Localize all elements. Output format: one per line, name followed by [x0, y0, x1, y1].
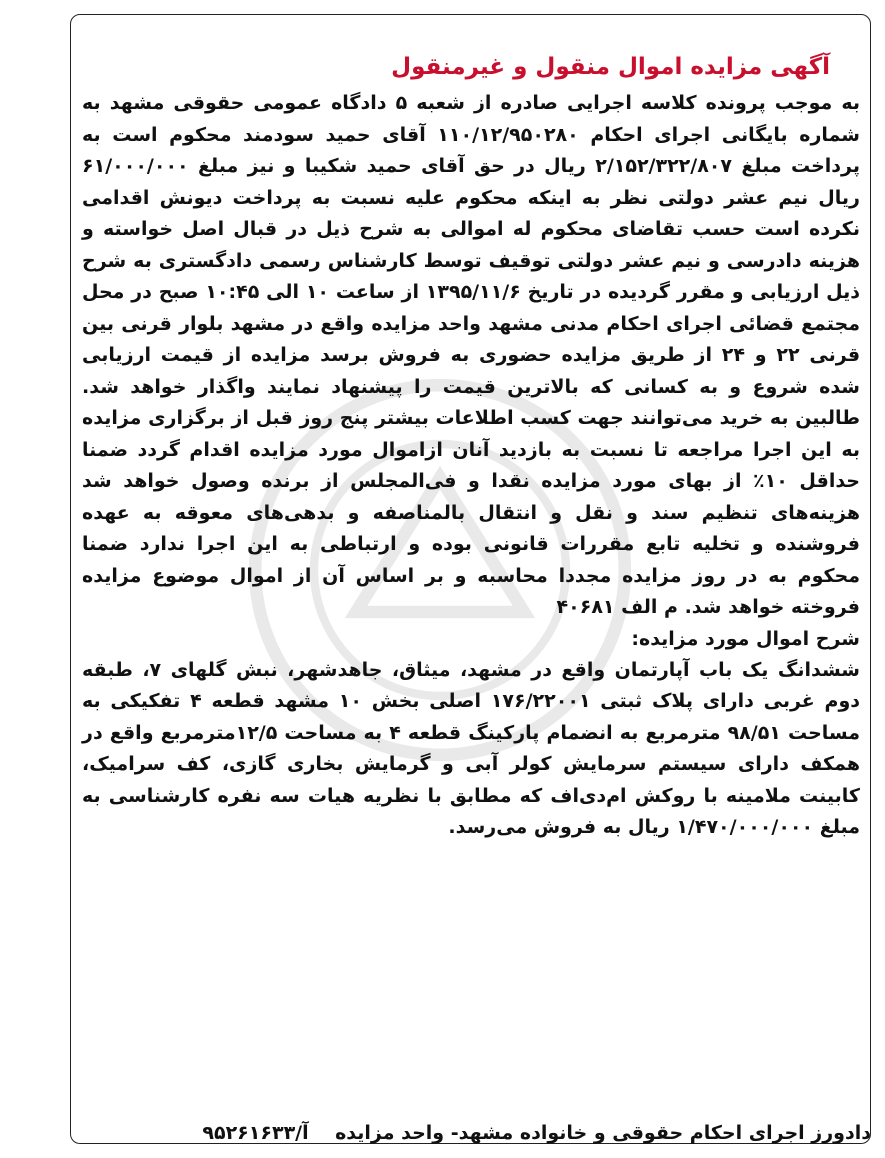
property-section-heading: شرح اموال مورد مزایده: — [631, 627, 860, 650]
footer-signature: دادورز اجرای احکام حقوقی و خانواده مشهد- واحد مزایده — [335, 1122, 871, 1144]
notice-footer — [11, 1118, 871, 1148]
notice-title: آگهی مزایده اموال منقول و غیرمنقول — [391, 54, 830, 80]
property-description: ششدانگ یک باب آپارتمان واقع در مشهد، میثاق، جاهدشهر، نبش گلهای ۷، طبقه دوم غربی دارای پلاک ثبتی ۱۷۶/۲۲۰۰۱ اصلی بخش ۱۰ مشهد قطعه ۴ تفکیکی به مساحت ۹۸/۵۱ مترمربع به انضمام پارکینگ قطعه ۴ به مساحت ۱۲/۵مترمربع واقع در همکف دارای سیستم سرمایش کولر آبی و گرمایش بخاری گازی، کف سرامیک، کابینت ملامینه با روکش ام‌دی‌اف که مطابق با نظریه هیات سه نفره کارشناسی به مبلغ ۱/۴۷۰/۰۰۰/۰۰۰ ریال به فروش می‌رسد. — [82, 658, 861, 838]
footer-reference: آ/۹۵۲۶۱۶۳۳ — [202, 1122, 309, 1144]
notice-body: به موجب پرونده کلاسه اجرایی صادره از شعبه ۵ دادگاه عمومی حقوقی مشهد به شماره بایگانی اجرای احکام ۱۱۰/۱۲/۹۵۰۲۸۰ آقای حمید سودمند محکوم است به پرداخت مبلغ ۲/۱۵۲/۳۲۲/۸۰۷ ریال در حق آقای حمید شکیبا و نیز مبلغ ۶۱/۰۰۰/۰۰۰ ریال نیم عشر دولتی نظر به اینکه محکوم علیه نسبت به پرداخت دیونش اقدامی نکرده است حسب تقاضای محکوم له اموالی به شرح ذیل در قبال اصل خواسته و هزینه دادرسی و نیم عشر دولتی توقیف توسط کارشناس رسمی دادگستری به شرح ذیل ارزیابی و مقرر گردیده در تاریخ ۱۳۹۵/۱۱/۶ از ساعت ۱۰ الی ۱۰:۴۵ صبح در محل مجتمع قضائی اجرای احکام مدنی مشهد واحد مزایده واقع در مشهد بلوار قرنی بین قرنی ۲۲ و ۲۴ از طریق مزایده حضوری به فروش برسد مزایده از قیمت ارزیابی شده شروع و به کسانی که بالاترین قیمت را پیشنهاد نمایند واگذار خواهد شد. طالبین به خرید می‌توانند جهت کسب اطلاعات بیشتر پنج روز قبل از برگزاری مزایده به این اجرا مراجعه تا نسبت به بازدید آنان ازاموال مورد مزایده اقدام گردد ضمنا حداقل ۱۰٪ از بهای مورد مزایده نقدا و فی‌المجلس از برنده وصول خواهد شد هزینه‌های تنظیم سند و نقل و انتقال بالمناصفه و بدهی‌های معوقه به عهده فروشنده و تخلیه تابع مقررات قانونی بوده و ارتباطی به این اجرا ندارد ضمنا محکوم به در روز مزایده مجددا محاسبه و بر اساس آن از اموال موضوع مزایده فروخته خواهد شد. م الف ۴۰۶۸۱ — [82, 92, 861, 618]
notice-content — [82, 52, 860, 844]
